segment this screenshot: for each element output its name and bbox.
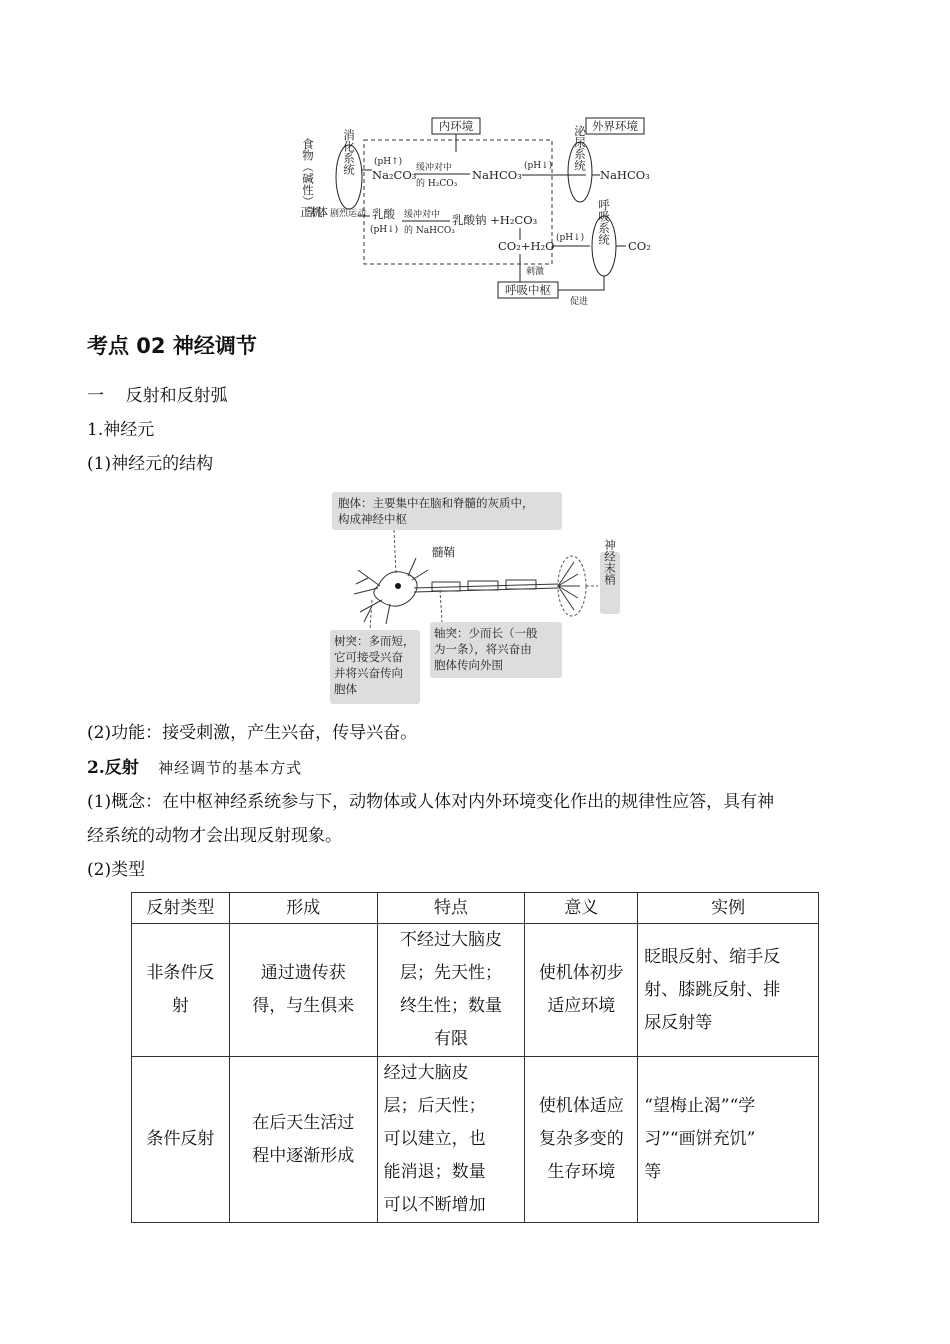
resp-center-label: 呼吸中枢 [505, 283, 551, 297]
respiratory-label: 呼吸系统 [597, 199, 611, 245]
item-neuron-structure: (1)神经元的结构 [87, 454, 214, 474]
neuron-diagram [328, 490, 624, 708]
nahco3-1-label: NaHCO₃ [472, 168, 522, 182]
table-header-row [132, 893, 819, 924]
item-reflex-title: 2.反射 [87, 758, 139, 778]
header-type: 反射类型 [132, 893, 230, 924]
cell-examples: 眨眼反射、缩手反 射、膝跳反射、排 尿反射等 [638, 924, 819, 1057]
dendrite-label-4: 胞体 [334, 682, 357, 696]
item-reflex-subtitle: 神经调节的基本方式 [158, 759, 303, 777]
cell-examples: “望梅止渴”“学 习”“画饼充饥” 等 [638, 1057, 819, 1223]
cell-features: 经过大脑皮 层；后天性； 可以建立，也 能消退；数量 可以不断增加 [377, 1057, 525, 1223]
buffer2-b: 的 NaHCO₃ [404, 226, 455, 236]
external-env-label: 外界环境 [592, 119, 638, 133]
header-examples: 实例 [638, 893, 819, 924]
item-neuron-function: (2)功能：接受刺激，产生兴奋，传导兴奋。 [87, 723, 418, 743]
section-title: 考点 02 神经调节 [87, 334, 257, 358]
co2-label: CO₂ [628, 239, 651, 253]
normal-body-label: 正常机体 [300, 205, 328, 219]
myelin-label: 髓鞘 [432, 545, 455, 559]
item-reflex-types: (2)类型 [87, 860, 146, 880]
cell-features: 不经过大脑皮 层；先天性； 终生性；数量 有限 [377, 924, 525, 1057]
axon-label-1: 轴突：少而长（一般 [434, 626, 538, 640]
buffer2-a: 缓冲对中 [404, 210, 441, 220]
axon-label-2: 为一条），将兴奋由 [434, 642, 532, 656]
item-neuron: 1.神经元 [87, 420, 155, 440]
sodium-lactate-label: 乳酸钠 +H₂CO₃ [452, 213, 538, 227]
acid-base-diagram [298, 112, 658, 312]
concept-line-1: (1)概念：在中枢神经系统参与下，动物体或人体对内外环境变化作出的规律性应答，具有神 [87, 792, 775, 812]
ph-down3-label: (pH↓) [556, 233, 585, 243]
sub-heading-reflex: 一 反射和反射弧 [87, 386, 228, 406]
buffer1-a: 缓冲对中 [416, 163, 453, 173]
nahco3-2-label: NaHCO₃ [600, 168, 650, 182]
ph-down2-label: (pH↓) [370, 225, 399, 235]
axon-label-3: 胞体传向外围 [434, 658, 503, 672]
internal-env-label: 内环境 [438, 119, 474, 133]
cell-meaning: 使机体初步 适应环境 [525, 924, 638, 1057]
ph-down1-label: (pH↓) [524, 161, 553, 171]
food-label: 食物（碱性） [301, 138, 315, 207]
dendrite-label-3: 并将兴奋传向 [334, 666, 403, 680]
cell-type: 条件反射 [132, 1057, 230, 1223]
header-meaning: 意义 [525, 893, 638, 924]
buffer1-b: 的 H₂CO₃ [416, 179, 458, 189]
item-reflex [87, 751, 302, 785]
cell-body-label-1: 胞体：主要集中在脑和脊髓的灰质中， [338, 496, 534, 510]
cell-type: 非条件反 射 [132, 924, 230, 1057]
item-reflex-concept [87, 785, 877, 853]
cell-formation: 通过遗传获 得，与生俱来 [229, 924, 377, 1057]
promote-label: 促进 [570, 297, 589, 307]
exercise-label: 剧烈运动 [330, 209, 367, 219]
cell-body-label-2: 构成神经中枢 [338, 512, 407, 526]
nerve-ending-label: 神经末梢 [603, 539, 617, 585]
header-formation: 形成 [229, 893, 377, 924]
dendrite-label-2: 它可接受兴奋 [334, 650, 403, 664]
urinary-label: 泌尿系统 [573, 125, 587, 171]
table-row [132, 924, 819, 1057]
reflex-types-table [131, 892, 819, 1223]
cell-meaning: 使机体适应 复杂多变的 生存环境 [525, 1057, 638, 1223]
na2co3-label: Na₂CO₃ [372, 168, 417, 182]
digestive-label: 消化系统 [342, 129, 356, 175]
concept-line-2: 经系统的动物才会出现反射现象。 [87, 826, 342, 846]
cell-formation: 在后天生活过 程中逐渐形成 [229, 1057, 377, 1223]
dendrite-label-1: 树突：多而短， [334, 634, 415, 648]
stimulate-label: 刺激 [526, 267, 545, 277]
co2-h2o-label: CO₂+H₂O [498, 239, 555, 253]
header-features: 特点 [377, 893, 525, 924]
table-row [132, 1057, 819, 1223]
lactic-label: 乳酸 [372, 207, 395, 221]
ph-up-label: (pH↑) [374, 157, 403, 167]
